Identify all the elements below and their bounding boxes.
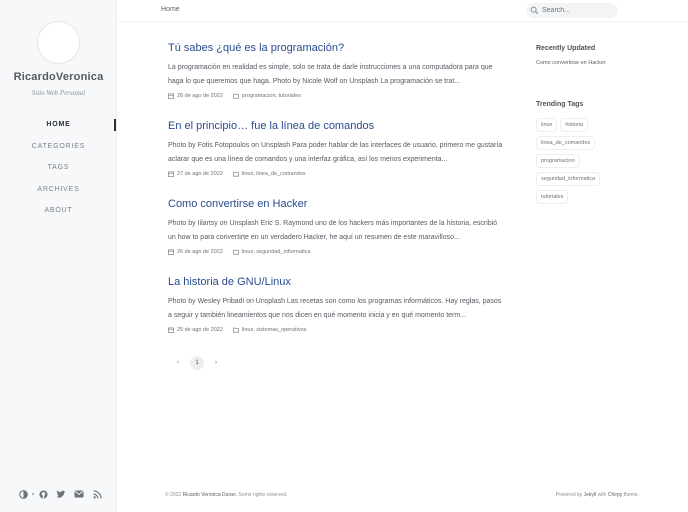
post-title[interactable]: Tú sabes ¿qué es la programación? <box>168 42 345 54</box>
tag-seguridad-informatica[interactable]: seguridad_informatica <box>536 172 600 186</box>
post-excerpt: Photo by Iilartsy on Unsplash Eric S. Raymond uno de los hackers más importantes de la historia, escribió un how to para convertirte en un verdadero Hacker, he aquí un resumen de este maravilloso... <box>168 220 498 241</box>
github-icon[interactable] <box>38 489 48 499</box>
pagination-prev-button[interactable]: ‹ <box>171 356 185 370</box>
avatar[interactable] <box>37 21 80 64</box>
footer-powered-by <box>556 492 639 498</box>
post-meta <box>168 327 316 333</box>
tag-historia[interactable]: historia <box>560 118 588 132</box>
post-categories <box>233 171 306 177</box>
theme-toggle-icon[interactable] <box>18 489 28 499</box>
rss-icon[interactable] <box>92 489 102 499</box>
calendar-icon <box>168 171 174 177</box>
breadcrumb: Home <box>161 6 180 13</box>
nav-item-home[interactable]: HOME <box>0 118 117 140</box>
post-meta <box>168 93 311 99</box>
copyright-prefix: © 2022 <box>165 492 182 498</box>
twitter-icon[interactable] <box>56 489 66 499</box>
separator-dot <box>32 493 34 495</box>
jekyll-link[interactable]: Jekyll <box>583 492 597 498</box>
post-categories <box>233 249 310 255</box>
post-list <box>168 40 504 352</box>
powered-prefix: Powered by <box>555 492 583 498</box>
chirpy-link[interactable]: Chirpy <box>607 492 623 498</box>
post-title[interactable]: En el principio… fue la línea de comandos <box>168 120 375 132</box>
post-date <box>168 93 223 99</box>
post-title[interactable]: La historia de GNU/Linux <box>168 276 291 288</box>
post-item <box>168 196 504 274</box>
search-box[interactable] <box>526 3 618 18</box>
email-icon[interactable] <box>74 489 84 499</box>
post-categories <box>233 327 307 333</box>
footer-copyright <box>165 492 287 498</box>
post-item <box>168 118 504 196</box>
post-title[interactable]: Como convertirse en Hacker <box>168 198 308 210</box>
post-categories-text[interactable]: programacion, tutoriales <box>241 93 301 99</box>
tag-tutoriales[interactable]: tutoriales <box>536 190 568 204</box>
search-input[interactable] <box>542 5 614 16</box>
recently-updated-list <box>536 60 676 66</box>
tag-linea-de-comandos[interactable]: linea_de_comandos <box>536 136 595 150</box>
calendar-icon <box>168 327 174 333</box>
post-date-text: 26 de ago de 2022 <box>177 249 223 255</box>
post-excerpt: Photo by Wesley Pribadi on Unsplash Las recetas son como los programas informáticos. Hay reglas, pasos a seguir y también lineamientos que nos dicen en qué momento inicia y en qué momento term... <box>168 298 502 319</box>
nav-item-archives[interactable]: ARCHIVES <box>37 185 80 193</box>
site-title[interactable]: RicardoVeronica <box>13 71 104 83</box>
recently-updated-heading: Recently Updated <box>536 45 596 52</box>
post-meta <box>168 249 320 255</box>
nav-item-categories[interactable]: CATEGORIES <box>31 142 86 150</box>
site-subtitle: Sitio Web Personal <box>31 89 86 97</box>
post-item <box>168 274 504 352</box>
tag-programacion[interactable]: programacion <box>536 154 580 168</box>
sidebar <box>0 0 117 512</box>
right-panel <box>536 45 676 204</box>
folder-icon <box>233 249 239 255</box>
topbar <box>117 0 688 22</box>
calendar-icon <box>168 249 174 255</box>
post-date-text: 28 de ago de 2022 <box>177 93 223 99</box>
post-categories-text[interactable]: linux, seguridad_informatica <box>241 249 311 255</box>
post-excerpt: La programación en realidad es simple, solo se trata de darle instrucciones a una computadora para que haga lo que queremos que haga. Photo by Nicole Wolf on Unsplash La programación se trat... <box>168 64 493 85</box>
recent-item[interactable]: Como convertirse en Hacker <box>536 60 606 66</box>
post-date <box>168 327 223 333</box>
trending-tags <box>536 118 626 204</box>
sidebar-bottom-icons <box>18 489 102 499</box>
nav-item-about[interactable]: ABOUT <box>44 207 73 214</box>
folder-icon <box>233 171 239 177</box>
search-icon <box>530 6 539 15</box>
post-date-text: 27 de ago de 2022 <box>177 171 223 177</box>
folder-icon <box>233 327 239 333</box>
copyright-suffix: . Some rights reserved. <box>235 492 288 498</box>
post-date <box>168 171 223 177</box>
footer-author-link[interactable]: Ricardo Veronica Duran <box>182 492 236 498</box>
tag-linux[interactable]: linux <box>536 118 557 132</box>
post-date <box>168 249 223 255</box>
folder-icon <box>233 93 239 99</box>
post-categories <box>233 93 301 99</box>
post-categories-text[interactable]: linux, linea_de_comandos <box>241 171 306 177</box>
post-categories-text[interactable]: linux, sistemas_operativos <box>241 327 307 333</box>
post-item <box>168 40 504 118</box>
post-excerpt: Photo by Fotis Fotopoulos on Unsplash Para poder hablar de las interfaces de usuario, primero me gustaría aclarar que es una línea de comandos y una interfaz gráfica, así los menos experimenta... <box>168 142 503 163</box>
powered-with: with <box>597 492 607 498</box>
post-date-text: 25 de ago de 2022 <box>177 327 223 333</box>
powered-theme: theme. <box>623 492 639 498</box>
sidebar-nav <box>0 118 117 226</box>
pagination <box>171 356 223 370</box>
post-meta <box>168 171 316 177</box>
nav-item-tags[interactable]: TAGS <box>47 164 70 171</box>
calendar-icon <box>168 93 174 99</box>
pagination-page-1[interactable]: 1 <box>190 356 204 370</box>
trending-tags-heading: Trending Tags <box>536 101 584 108</box>
pagination-next-button[interactable]: › <box>209 356 223 370</box>
